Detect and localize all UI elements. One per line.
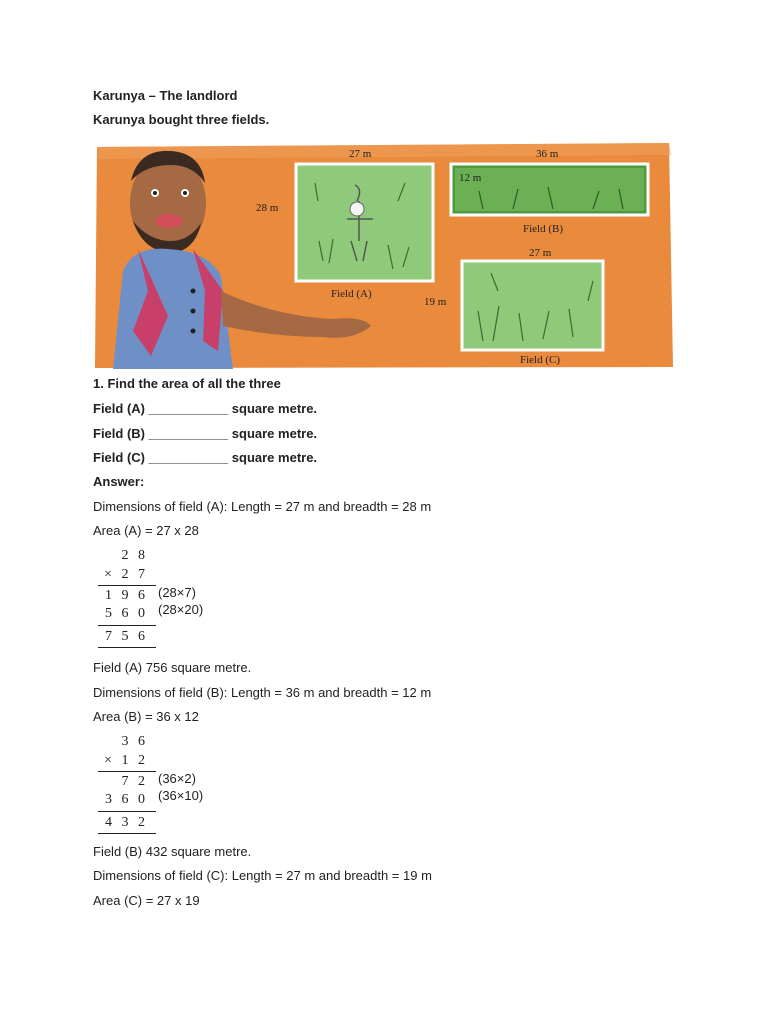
- field-a-name: Field (A): [331, 288, 372, 300]
- blank-line: ___________: [148, 426, 229, 441]
- field-a-breadth: 28 m: [256, 202, 279, 214]
- question-text: 1. Find the area of all the three: [93, 376, 281, 391]
- field-a-multiplication: [93, 548, 233, 648]
- blank-row-c: [93, 450, 317, 465]
- field-c-name: Field (C): [520, 354, 561, 366]
- multiplier: × 2 7: [104, 567, 148, 582]
- field-a-dimensions: Dimensions of field (A): Length = 27 m and breadth = 28 m: [93, 499, 432, 514]
- answer-label: Answer:: [93, 474, 145, 489]
- blank-label: Field (B): [93, 426, 145, 441]
- field-a-result: Field (A) 756 square metre.: [93, 660, 252, 675]
- field-c-length: 27 m: [529, 247, 552, 259]
- blank-line: ___________: [148, 450, 229, 465]
- field-c-breadth: 19 m: [424, 296, 447, 308]
- field-b-dimensions: Dimensions of field (B): Length = 36 m and breadth = 12 m: [93, 685, 432, 700]
- field-c-dimensions: Dimensions of field (C): Length = 27 m and breadth = 19 m: [93, 868, 432, 883]
- product-total: 7 5 6: [105, 629, 148, 644]
- blank-unit: square metre.: [231, 426, 318, 441]
- field-b-result: Field (B) 432 square metre.: [93, 844, 252, 859]
- field-b-length: 36 m: [536, 148, 559, 160]
- partial-note-1: (28×7): [158, 585, 196, 600]
- field-b-breadth: 12 m: [459, 172, 482, 184]
- partial-note-2: (36×10): [158, 788, 204, 803]
- intro-text: Karunya bought three fields.: [93, 112, 270, 127]
- field-b-multiplication: [93, 734, 233, 834]
- field-b-area-expression: Area (B) = 36 x 12: [93, 709, 199, 724]
- field-a-area-expression: Area (A) = 27 x 28: [93, 523, 199, 538]
- partial-product-2: 5 6 0: [105, 606, 148, 621]
- blank-row-a: [93, 401, 317, 416]
- blank-label: Field (C): [93, 450, 145, 465]
- blank-line: ___________: [148, 401, 229, 416]
- product-total: 4 3 2: [105, 815, 148, 830]
- field-a-length: 27 m: [349, 148, 372, 160]
- page-title: Karunya – The landlord: [93, 88, 238, 103]
- multiplicand: 2 8: [121, 548, 148, 563]
- partial-product-2: 3 6 0: [105, 792, 148, 807]
- multiplier: × 1 2: [104, 753, 148, 768]
- blank-unit: square metre.: [231, 401, 318, 416]
- fields-illustration: [93, 141, 674, 369]
- partial-note-1: (36×2): [158, 771, 196, 786]
- multiplicand: 3 6: [121, 734, 148, 749]
- blank-label: Field (A): [93, 401, 145, 416]
- blank-unit: square metre.: [231, 450, 318, 465]
- partial-product-1: 7 2: [121, 774, 148, 789]
- blank-row-b: [93, 426, 317, 441]
- field-b-name: Field (B): [523, 223, 564, 235]
- field-c-area-expression: Area (C) = 27 x 19: [93, 893, 200, 908]
- partial-product-1: 1 9 6: [105, 588, 148, 603]
- partial-note-2: (28×20): [158, 602, 204, 617]
